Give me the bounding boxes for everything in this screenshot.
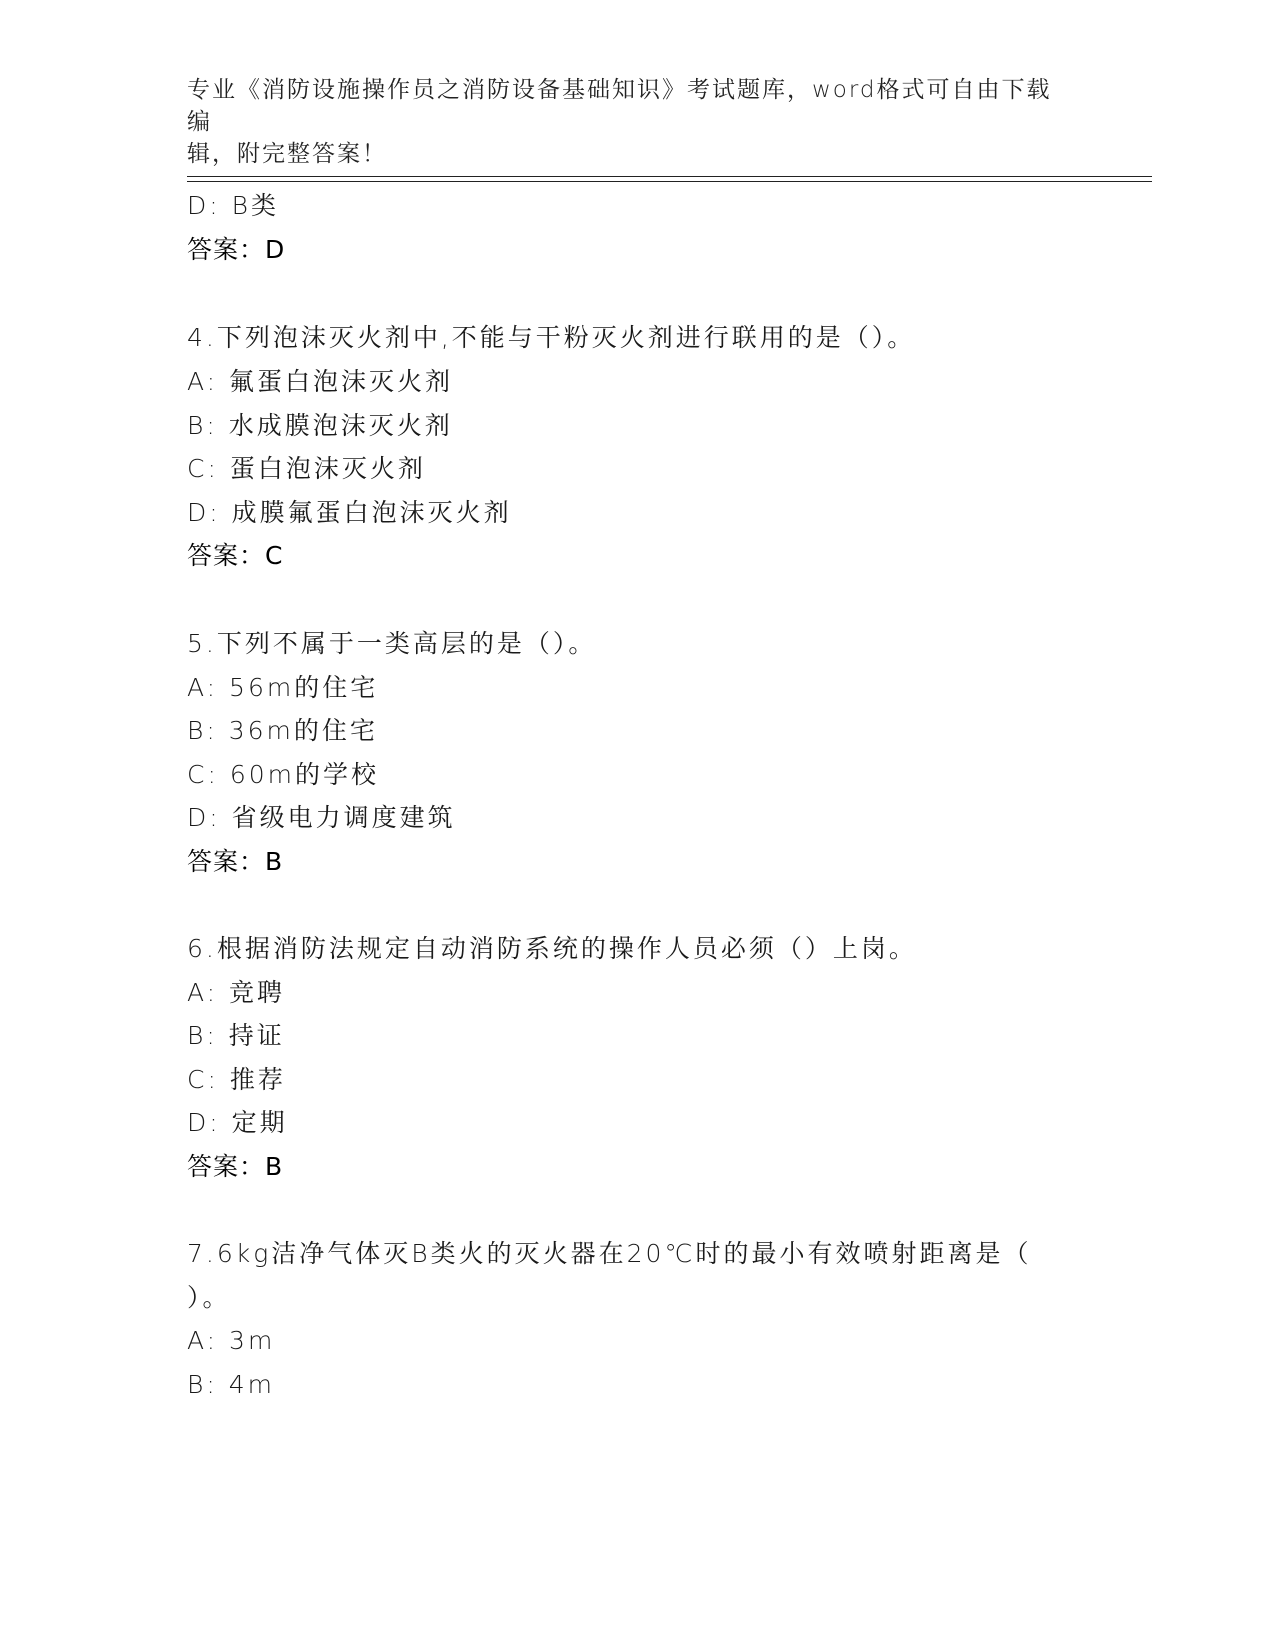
header-rule-top xyxy=(187,176,1152,177)
question-4-option-a: A: 氟蛋白泡沫灭火剂 xyxy=(187,367,454,396)
question-4-option-b: B: 水成膜泡沫灭火剂 xyxy=(187,411,453,440)
question-5-option-c: C: 60m的学校 xyxy=(187,760,379,789)
question-5-stem: 5.下列不属于一类高层的是（）。 xyxy=(187,629,597,658)
question-6-option-a: A: 竞聘 xyxy=(187,978,286,1007)
question-4-answer: 答案：C xyxy=(187,541,284,570)
header-line-1: 专业《消防设施操作员之消防设备基础知识》考试题库，word格式可自由下载编 xyxy=(187,77,1052,135)
header-line-2: 辑，附完整答案！ xyxy=(187,141,387,167)
question-7-option-b: B: 4m xyxy=(187,1370,275,1399)
question-5-option-a: A: 56m的住宅 xyxy=(187,673,379,702)
prev-answer: 答案：D xyxy=(187,235,286,264)
prev-option-d: D: B类 xyxy=(187,191,279,220)
header-rule-bottom xyxy=(187,181,1152,182)
question-6-answer: 答案：B xyxy=(187,1152,284,1181)
question-4-option-d: D: 成膜氟蛋白泡沫灭火剂 xyxy=(187,498,512,527)
question-6-stem: 6.根据消防法规定自动消防系统的操作人员必须（）上岗。 xyxy=(187,934,917,963)
question-6-option-b: B: 持证 xyxy=(187,1021,285,1050)
question-5-option-b: B: 36m的住宅 xyxy=(187,716,378,745)
question-7-stem-line-2: ）。 xyxy=(187,1283,231,1312)
question-6-option-d: D: 定期 xyxy=(187,1108,288,1137)
question-4-option-c: C: 蛋白泡沫灭火剂 xyxy=(187,454,426,483)
question-7-stem-line-1: 7.6kg洁净气体灭B类火的灭火器在20℃时的最小有效喷射距离是（ xyxy=(187,1239,1032,1268)
question-7-option-a: A: 3m xyxy=(187,1326,276,1355)
question-5-option-d: D: 省级电力调度建筑 xyxy=(187,803,456,832)
page-header xyxy=(187,74,1067,170)
question-5-answer: 答案：B xyxy=(187,847,284,876)
question-6-option-c: C: 推荐 xyxy=(187,1065,286,1094)
question-4-stem: 4.下列泡沫灭火剂中,不能与干粉灭火剂进行联用的是（）。 xyxy=(187,323,916,352)
